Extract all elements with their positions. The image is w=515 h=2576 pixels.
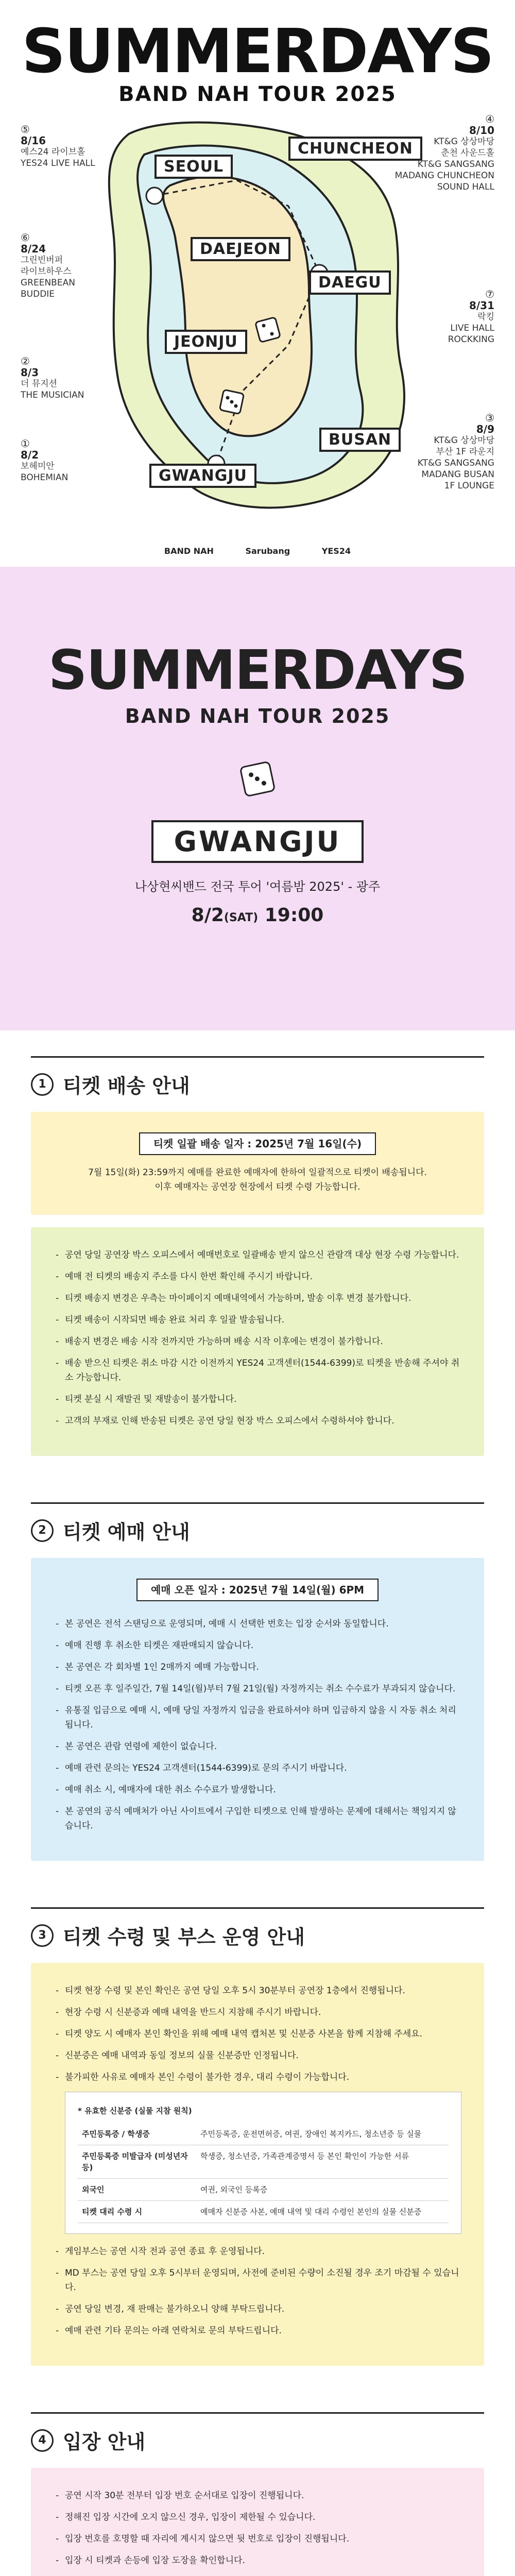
sponsor-logo: YES24 bbox=[321, 546, 351, 556]
list-item: - 티켓 오픈 후 일주일간, 7월 14일(월)부터 7월 21일(월) 자정까지는 취소 수수료가 부과되지 않습니다. bbox=[54, 1682, 461, 1696]
booking-open-pill: 예매 오픈 일자 : 2025년 7월 14일(월) 6PM bbox=[136, 1579, 379, 1601]
table-row: 외국인 여권, 외국인 등록증 bbox=[78, 2179, 449, 2201]
section-ticket-pickup bbox=[0, 1882, 515, 2386]
list-item: - 공연 시작 30분 전부터 입장 번호 순서대로 입장이 진행됩니다. bbox=[54, 2488, 461, 2503]
section-number: 2 bbox=[31, 1519, 54, 1542]
city-label-jeonju: JEONJU bbox=[165, 330, 247, 354]
table-row: 주민등록증 미발급자 (미성년자 등) 학생증, 청소년증, 가족관계증명서 등 본인 확인이 가능한 서류 bbox=[78, 2145, 449, 2179]
list-item: - 입장 번호를 호명할 때 자리에 계시지 않으면 뒷 번호로 입장이 진행됩니다. bbox=[54, 2532, 461, 2546]
list-item: - 배송 받으신 티켓은 취소 마감 시간 이전까지 YES24 고객센터(1544-6399)로 티켓을 반송해 주셔야 취소 가능합니다. bbox=[54, 1356, 461, 1385]
list-item: - 예매 진행 후 취소한 티켓은 재판매되지 않습니다. bbox=[54, 1638, 461, 1653]
list-item: - 공연 당일 공연장 박스 오피스에서 예매번호로 일괄배송 받지 않으신 관람객 대상 현장 수령 가능합니다. bbox=[54, 1248, 461, 1262]
info-panel bbox=[31, 1112, 484, 1215]
notice-list bbox=[54, 1248, 461, 1428]
dice-icon bbox=[239, 760, 276, 797]
id-requirements-table bbox=[65, 2092, 461, 2234]
list-item: - 공연 당일 변경, 재 판매는 불가하오니 양해 부탁드립니다. bbox=[54, 2302, 461, 2316]
list-item: - 현장 수령 시 신분증과 예매 내역을 반드시 지참해 주시기 바랍니다. bbox=[54, 2005, 461, 2020]
list-item: - 예매 전 티켓의 배송지 주소를 다시 한번 확인해 주시기 바랍니다. bbox=[54, 1269, 461, 1284]
dice-icon bbox=[255, 317, 281, 343]
notice-list-panel bbox=[31, 1227, 484, 1456]
list-item: - 티켓 배송지 변경은 우측는 마이페이지 예매내역에서 가능하며, 발송 이후 변경 불가합니다. bbox=[54, 1291, 461, 1306]
notice-list bbox=[54, 2488, 461, 2576]
city-label-chuncheon: CHUNCHEON bbox=[288, 137, 422, 161]
venue-seoul: ⑤ 8/16 예스24 라이브홀 YES24 LIVE HALL bbox=[21, 123, 95, 168]
venue-jeonju: ② 8/3 더 뮤지션 THE MUSICIAN bbox=[21, 355, 84, 400]
list-item: - 본 공연은 각 회차별 1인 2매까지 예매 가능합니다. bbox=[54, 1660, 461, 1674]
notice-list bbox=[54, 2244, 461, 2338]
info-panel bbox=[31, 1963, 484, 2366]
list-item: - 예매 관련 문의는 YES24 고객센터(1544-6399)로 문의 주시기 바랍니다. bbox=[54, 1761, 461, 1775]
delivery-date-pill: 티켓 일괄 배송 일자 : 2025년 7월 16일(수) bbox=[139, 1132, 376, 1155]
list-item: - 게임부스는 공연 시작 전과 공연 종료 후 운영됩니다. bbox=[54, 2244, 461, 2259]
list-item: - 본 공연은 관람 연령에 제한이 없습니다. bbox=[54, 1739, 461, 1754]
list-item: - 예매 취소 시, 예매자에 대한 취소 수수료가 발생합니다. bbox=[54, 1783, 461, 1797]
hero-title: SUMMERDAYS bbox=[22, 15, 493, 87]
list-item: - 본 공연은 전석 스탠딩으로 운영되며, 예매 시 선택한 번호는 입장 순서와 동일합니다. bbox=[54, 1617, 461, 1631]
section-ticket-delivery bbox=[0, 1030, 515, 1477]
show-city: GWANGJU bbox=[151, 820, 364, 863]
venue-busan: ③ 8/9 KT&G 상상마당 부산 1F 라운지 KT&G SANGSANG MADANG BUSAN 1F LOUNGE bbox=[417, 412, 494, 491]
section-number: 4 bbox=[31, 2429, 54, 2452]
dice-icon bbox=[219, 389, 244, 414]
list-item: - 유통질 입금으로 예매 시, 예매 당일 자정까지 입금을 완료하셔야 하며 입금하지 않을 시 자동 취소 처리됩니다. bbox=[54, 1703, 461, 1732]
notice-list bbox=[54, 1617, 461, 1833]
venue-daegu: ⑦ 8/31 락킹 LIVE HALL ROCKKING bbox=[448, 288, 494, 345]
table-caption: * 유효한 신분증 (실물 지참 원칙) bbox=[78, 2106, 192, 2115]
section-title: 티켓 수령 및 부스 운영 안내 bbox=[63, 1926, 305, 1948]
list-item: - 예매 관련 기타 문의는 아래 연락처로 문의 부탁드립니다. bbox=[54, 2324, 461, 2338]
venue-gwangju: ① 8/2 보헤미안 BOHEMIAN bbox=[21, 437, 68, 483]
hero-subtitle: BAND NAH TOUR 2025 bbox=[118, 82, 397, 106]
table-row: 티켓 대리 수령 시 예매자 신분증 사본, 예매 내역 및 대리 수령인 본인의 실물 신분증 bbox=[78, 2201, 449, 2223]
city-label-daejeon: DAEJEON bbox=[191, 237, 290, 261]
section-title: 티켓 배송 안내 bbox=[63, 1075, 190, 1097]
list-item: - MD 부스는 공연 당일 오후 5시부터 운영되며, 사전에 준비된 수량이 소진될 경우 조기 마감될 수 있습니다. bbox=[54, 2266, 461, 2295]
notice-list bbox=[54, 1984, 461, 2084]
info-panel bbox=[31, 2468, 484, 2576]
hero-section bbox=[0, 0, 515, 567]
list-item: - 신분증은 예매 내역과 동일 정보의 실물 신분증만 인정됩니다. bbox=[54, 2048, 461, 2063]
city-label-gwangju: GWANGJU bbox=[149, 464, 256, 488]
city-label-seoul: SEOUL bbox=[154, 155, 233, 179]
section-number: 1 bbox=[31, 1073, 54, 1096]
list-item: - 입장 시 티켓과 손등에 입장 도장을 확인합니다. bbox=[54, 2553, 461, 2568]
show-description: 나상현씨밴드 전국 투어 '여름밤 2025' - 광주 bbox=[134, 879, 381, 894]
sponsor-logo: BAND NAH bbox=[164, 546, 214, 556]
show-title: SUMMERDAYS bbox=[48, 639, 467, 702]
list-item: - 티켓 배송이 시작되면 배송 완료 처리 후 일괄 발송됩니다. bbox=[54, 1313, 461, 1327]
sponsor-logos bbox=[0, 546, 515, 556]
section-title: 입장 안내 bbox=[63, 2431, 146, 2453]
list-item: - 본 공연의 공식 예매처가 아닌 사이트에서 구입한 티켓으로 인해 발생하는 문제에 대해서는 책임지지 않습니다. bbox=[54, 1804, 461, 1833]
map-pin-seoul bbox=[146, 188, 163, 204]
show-datetime: 8/2(SAT) 19:00 bbox=[191, 905, 324, 926]
city-label-busan: BUSAN bbox=[319, 428, 401, 452]
section-title: 티켓 예매 안내 bbox=[63, 1521, 190, 1544]
show-subtitle: BAND NAH TOUR 2025 bbox=[125, 705, 390, 727]
table-row: 주민등록증 / 학생증 주민등록증, 운전면허증, 여권, 장애인 복지카드, 청소년증 등 실물 bbox=[78, 2123, 449, 2145]
list-item: - 티켓 양도 시 예매자 본인 확인을 위해 예매 내역 캡처본 및 신분증 사본을 함께 지참해 주세요. bbox=[54, 2027, 461, 2041]
show-hero bbox=[0, 567, 515, 1030]
list-item: - 정해진 입장 시간에 오지 않으신 경우, 입장이 제한될 수 있습니다. bbox=[54, 2510, 461, 2524]
info-panel bbox=[31, 1558, 484, 1861]
section-entry bbox=[0, 2386, 515, 2576]
venue-chuncheon: ④ 8/10 KT&G 상상마당 춘천 사운드홀 KT&G SANGSANG MADANG CHUNCHEON SOUND HALL bbox=[394, 113, 494, 192]
delivery-lead: 7월 15일(화) 23:59까지 예매를 완료한 예매자에 한하여 일괄적으로 티켓이 배송됩니다. 이후 예매자는 공연장 현장에서 티켓 수령 가능합니다. bbox=[88, 1167, 427, 1192]
list-item: - 고객의 부재로 인해 반송된 티켓은 공연 당일 현장 박스 오피스에서 수령하셔야 합니다. bbox=[54, 1414, 461, 1428]
section-ticket-booking bbox=[0, 1477, 515, 1882]
sponsor-logo: Sarubang bbox=[245, 546, 290, 556]
list-item: - 불가피한 사유로 예매자 본인 수령이 불가한 경우, 대리 수령이 가능합니다. bbox=[54, 2070, 461, 2084]
list-item: - 배송지 변경은 배송 시작 전까지만 가능하며 배송 시작 이후에는 변경이 불가합니다. bbox=[54, 1334, 461, 1349]
list-item: - 티켓 분실 시 재발권 및 재발송이 불가합니다. bbox=[54, 1392, 461, 1406]
venue-daejeon: ⑥ 8/24 그린빈버퍼 라이브하우스 GREENBEAN BUDDIE bbox=[21, 231, 75, 299]
section-number: 3 bbox=[31, 1924, 54, 1947]
city-label-daegu: DAEGU bbox=[309, 270, 391, 295]
list-item: - 티켓 현장 수령 및 본인 확인은 공연 당일 오후 5시 30분부터 공연장 1층에서 진행됩니다. bbox=[54, 1984, 461, 1998]
